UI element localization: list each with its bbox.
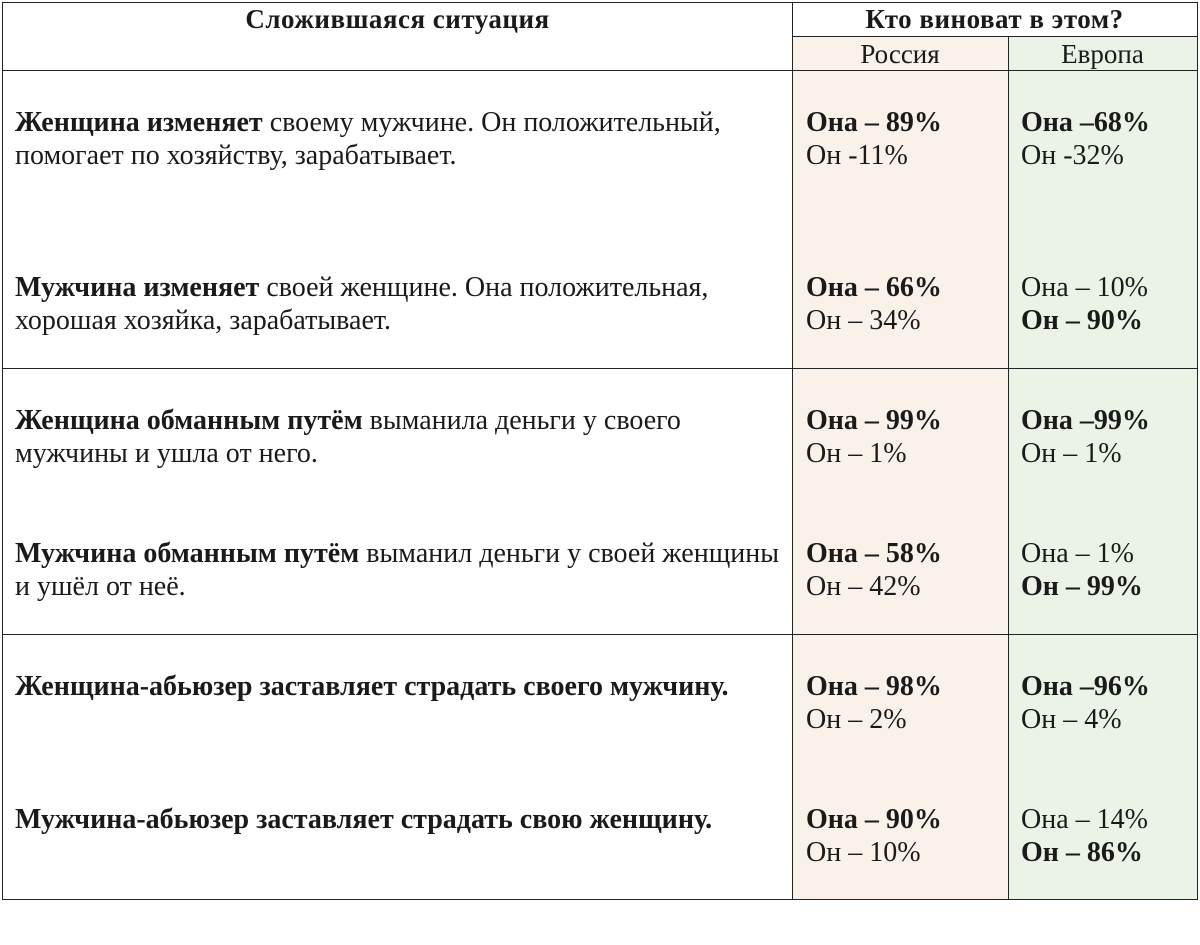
- russia-row-5: [806, 670, 942, 736]
- situation-row-2: [15, 271, 785, 337]
- divider-header: [3, 70, 1197, 71]
- situation-row-5: [15, 670, 785, 703]
- russia-row-5-she: Она – 98%: [806, 671, 942, 702]
- situation-row-3-bold: Женщина обманным путём: [15, 405, 363, 436]
- header-russia: Россия: [860, 39, 940, 69]
- situation-row-4-bold: Мужчина обманным путём: [15, 538, 360, 569]
- situation-row-3-text: выманила деньги у своего мужчины и ушла от него.: [15, 405, 681, 469]
- situation-row-4: [15, 537, 785, 603]
- europe-row-1-he: Он -32%: [1021, 140, 1124, 171]
- header-who-is-guilty: Кто виноват в этом?: [865, 4, 1124, 34]
- russia-row-1: [806, 106, 942, 172]
- europe-row-5: [1021, 670, 1150, 736]
- situation-row-4-text: выманил деньги у своей женщины и ушёл от неё.: [15, 538, 780, 602]
- divider-group-2: [3, 634, 1197, 635]
- europe-row-2-he: Он – 90%: [1021, 305, 1143, 336]
- europe-row-4-he: Он – 99%: [1021, 571, 1143, 602]
- header-europe: Европа: [1061, 39, 1144, 69]
- europe-row-5-he: Он – 4%: [1021, 704, 1122, 735]
- europe-row-2-she: Она – 10%: [1021, 272, 1148, 303]
- russia-row-1-she: Она – 89%: [806, 107, 942, 138]
- situation-row-3: [15, 404, 785, 470]
- europe-row-4: [1021, 537, 1143, 603]
- europe-row-6: [1021, 803, 1148, 869]
- divider-situation: [792, 3, 793, 899]
- header-situation: Сложившаяся ситуация: [245, 4, 550, 34]
- europe-row-3: [1021, 404, 1150, 470]
- europe-row-1: [1021, 106, 1150, 172]
- europe-row-2: [1021, 271, 1148, 337]
- russia-row-3: [806, 404, 942, 470]
- europe-row-6-he: Он – 86%: [1021, 837, 1143, 868]
- russia-row-4-he: Он – 42%: [806, 571, 921, 602]
- europe-row-5-she: Она –96%: [1021, 671, 1150, 702]
- russia-row-2: [806, 271, 942, 337]
- situation-row-1: [15, 106, 785, 172]
- situation-row-1-bold: Женщина изменяет: [15, 107, 263, 138]
- russia-row-4: [806, 537, 942, 603]
- russia-row-5-he: Он – 2%: [806, 704, 907, 735]
- situation-row-2-text: своей женщине. Она положительная, хорошая хозяйка, зарабатывает.: [15, 272, 709, 336]
- russia-row-3-she: Она – 99%: [806, 405, 942, 436]
- europe-row-4-she: Она – 1%: [1021, 538, 1134, 569]
- europe-row-3-she: Она –99%: [1021, 405, 1150, 436]
- situation-row-5-bold: Женщина-абьюзер заставляет страдать своего мужчину.: [15, 671, 729, 702]
- europe-row-1-she: Она –68%: [1021, 107, 1150, 138]
- comparison-table: [2, 2, 1198, 900]
- situation-row-6: [15, 803, 785, 836]
- divider-countries: [1008, 36, 1009, 899]
- russia-row-4-she: Она – 58%: [806, 538, 942, 569]
- divider-group-1: [3, 368, 1197, 369]
- russia-row-6: [806, 803, 942, 869]
- russia-row-6-he: Он – 10%: [806, 837, 921, 868]
- russia-row-6-she: Она – 90%: [806, 804, 942, 835]
- situation-row-6-bold: Мужчина-абьюзер заставляет страдать свою женщину.: [15, 804, 713, 835]
- russia-row-1-he: Он -11%: [806, 140, 908, 171]
- situation-row-1-text: своему мужчине. Он положительный, помогает по хозяйству, зарабатывает.: [15, 107, 721, 171]
- situation-row-2-bold: Мужчина изменяет: [15, 272, 260, 303]
- russia-row-2-he: Он – 34%: [806, 305, 921, 336]
- europe-row-6-she: Она – 14%: [1021, 804, 1148, 835]
- russia-row-3-he: Он – 1%: [806, 438, 907, 469]
- europe-row-3-he: Он – 1%: [1021, 438, 1122, 469]
- russia-row-2-she: Она – 66%: [806, 272, 942, 303]
